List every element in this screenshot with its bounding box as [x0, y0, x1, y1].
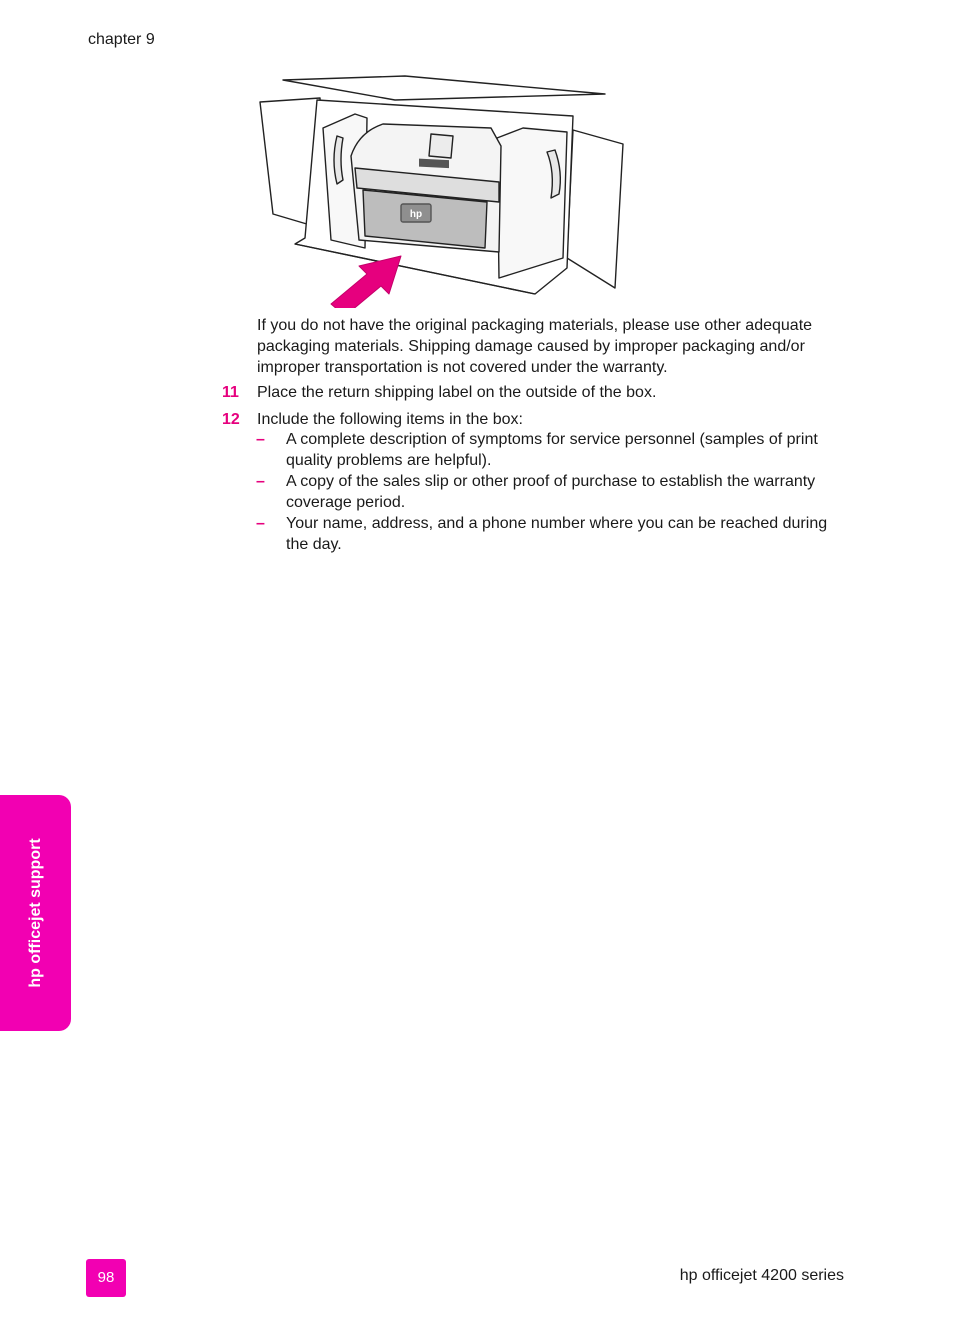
side-tab-label: hp officejet support: [27, 838, 44, 988]
bullet-text: A complete description of symptoms for service personnel (samples of print quality problems are helpful).: [286, 431, 818, 469]
chapter-header: chapter 9: [88, 31, 155, 48]
step-text: Place the return shipping label on the outside of the box.: [257, 384, 657, 401]
bullet-dash: –: [256, 473, 265, 490]
box-back-flap: [283, 76, 605, 100]
list-item: [256, 513, 836, 555]
hp-logo: hp: [409, 209, 423, 220]
step-number: 11: [222, 384, 239, 401]
footer-product-name: hp officejet 4200 series: [679, 1267, 844, 1284]
bullet-dash: –: [256, 515, 265, 532]
bullet-dash: –: [256, 431, 265, 448]
list-item: [256, 429, 836, 471]
list-item: [256, 471, 836, 513]
bullet-text: A copy of the sales slip or other proof of purchase to establish the warranty coverage period.: [286, 473, 816, 511]
section-side-tab: [0, 795, 71, 1031]
bullet-text: Your name, address, and a phone number where you can be reached during the day.: [286, 515, 828, 553]
foam-insert-right: [497, 128, 567, 278]
intro-paragraph: If you do not have the original packaging materials, please use other adequate packaging materials. Shipping damage caused by improper packaging and/or improper transportation is not covered under the warranty.: [257, 317, 813, 376]
box-right-flap: [567, 130, 623, 288]
step-text: Include the following items in the box:: [257, 411, 523, 428]
page-number: 98: [86, 1259, 126, 1297]
step-number: 12: [222, 411, 240, 428]
printer-illustration: [351, 124, 501, 252]
arrow-pointer: [331, 256, 401, 308]
bullet-list: [256, 429, 836, 555]
packaging-illustration: [255, 72, 627, 308]
